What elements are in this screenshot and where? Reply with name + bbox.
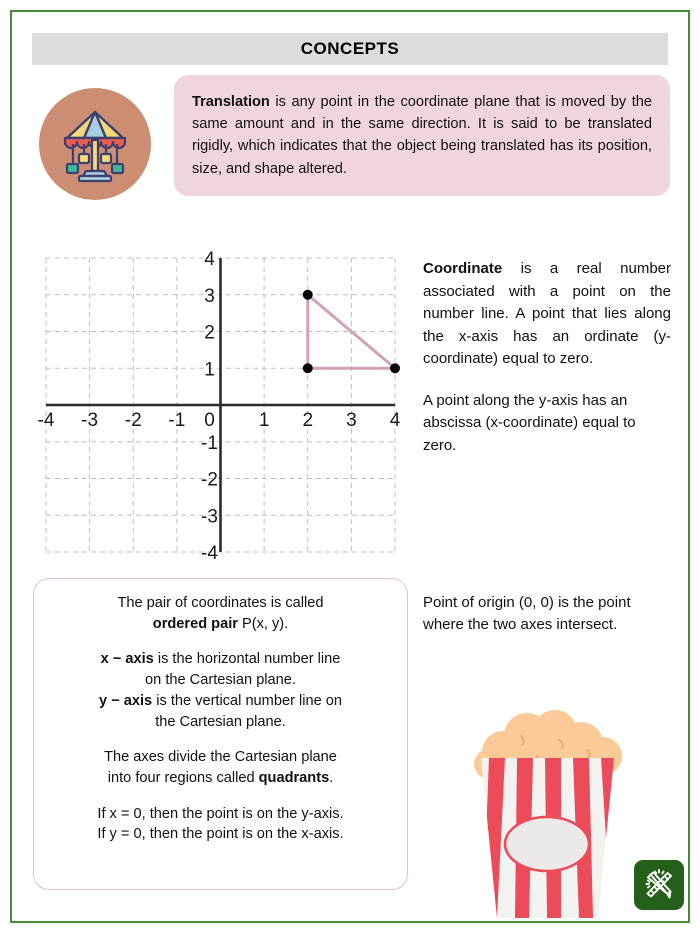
coordinate-definition-text — [423, 258, 671, 371]
x-tick-label--1: -1 — [168, 410, 186, 431]
x-tick-label-0: 0 — [204, 410, 215, 431]
x-tick-label--4: -4 — [37, 410, 55, 431]
popcorn-label-oval — [505, 817, 589, 871]
y-tick-label-4: 4 — [204, 249, 215, 270]
x-tick-label-4: 4 — [389, 410, 401, 431]
facts-line-9: If x = 0, then the point is on the y-axis. — [97, 805, 344, 822]
x-tick-label-2: 2 — [302, 410, 314, 431]
y-tick-label--4: -4 — [201, 543, 218, 564]
y-tick-label--2: -2 — [201, 469, 218, 491]
axes — [46, 258, 395, 552]
translation-body: is any point in the coordinate plane that is moved by the same amount and in the same direction. It is said to be translated rigidly, which indicates that the object being translated has its position, size, and shape altered. — [192, 94, 652, 177]
coordinate-plane-svg — [30, 248, 420, 568]
quadrants-pre: into four regions called — [107, 770, 259, 787]
popcorn-icon-svg — [455, 706, 640, 920]
popcorn-icon — [455, 706, 640, 920]
translation-definition-card — [174, 75, 670, 196]
coordinate-plane-chart — [30, 248, 420, 568]
facts-line-1: The pair of coordinates is called — [117, 595, 324, 611]
carousel-icon-svg — [53, 102, 137, 186]
facts-line-2 — [50, 614, 391, 635]
facts-line-3 — [50, 649, 391, 670]
origin-definition-text: Point of origin (0, 0) is the point where the two axes intersect. — [423, 594, 631, 634]
y-tick-label-1: 1 — [204, 359, 215, 381]
translation-definition-text — [192, 91, 652, 180]
translation-term: Translation — [192, 94, 270, 110]
y-tick-label-2: 2 — [204, 322, 215, 344]
data-point-2-3 — [303, 290, 313, 300]
facts-line-8 — [50, 768, 391, 789]
y-axis-rest: is the vertical number line on — [152, 692, 342, 709]
y-tick-label-3: 3 — [204, 285, 215, 307]
coordinate-definition-block — [423, 258, 671, 457]
y-axis-term: y − axis — [99, 692, 153, 709]
x-axis-rest: is the horizontal number line — [153, 651, 341, 668]
data-point-2-1 — [303, 363, 313, 373]
ordered-pair-term: ordered pair — [152, 615, 238, 632]
page-title: CONCEPTS — [300, 39, 400, 58]
pencil-ruler-icon — [641, 867, 677, 903]
y-tick-label--3: -3 — [201, 506, 218, 528]
data-point-4-1 — [390, 363, 400, 373]
header-bar — [32, 33, 668, 65]
coordinate-facts-box — [33, 578, 408, 890]
x-tick-label-3: 3 — [346, 410, 357, 431]
ordered-pair-rest: P(x, y). — [237, 615, 289, 632]
facts-line-4: on the Cartesian plane. — [145, 672, 296, 689]
facts-line-7: The axes divide the Cartesian plane — [104, 749, 337, 766]
quadrants-term: quadrants — [258, 770, 330, 787]
facts-line-10: If y = 0, then the point is on the x-axis. — [97, 826, 344, 843]
carousel-icon — [39, 88, 151, 200]
coordinate-paragraph-2: A point along the y-axis has an abscissa (x-coordinate) equal to zero. — [423, 391, 636, 454]
coordinate-term: Coordinate — [423, 260, 503, 277]
coordinate-body: is a real number associated with a point on the number line. A point that lies along the x-axis has an ordinate (y-coordinate) equal to zero. — [423, 260, 671, 367]
brand-logo-badge[interactable] — [634, 860, 684, 910]
x-tick-label--2: -2 — [124, 410, 142, 431]
facts-line-6: the Cartesian plane. — [155, 713, 286, 730]
facts-line-5 — [50, 691, 391, 712]
x-tick-label-1: 1 — [258, 410, 270, 431]
tick-labels — [38, 249, 401, 564]
x-tick-label--3: -3 — [81, 410, 99, 431]
quadrants-post: . — [329, 770, 334, 787]
x-axis-term: x − axis — [100, 651, 154, 668]
y-tick-label--1: -1 — [201, 432, 218, 454]
